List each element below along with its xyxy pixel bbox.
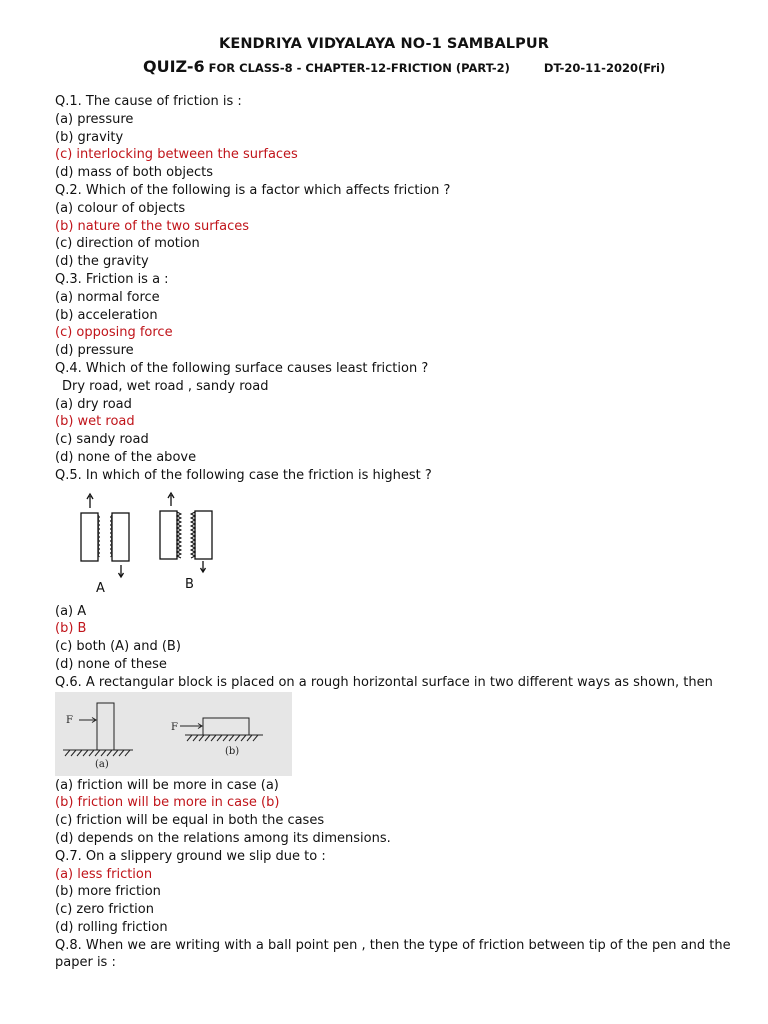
- q1-option-b: (b) gravity: [55, 129, 124, 145]
- q2-option-d: (d) the gravity: [55, 254, 149, 270]
- q5-option-d: (d) none of these: [55, 656, 167, 672]
- q3-option-a: (a) normal force: [55, 289, 160, 305]
- q6-option-d: (d) depends on the relations among its dimensions.: [55, 830, 391, 846]
- q6-label-a: (a): [95, 758, 109, 770]
- q1-option-a: (a) pressure: [55, 111, 134, 127]
- q4-subtext: Dry road, wet road , sandy road: [62, 378, 269, 394]
- q7-option-d: (d) rolling friction: [55, 919, 168, 935]
- q1-option-d: (d) mass of both objects: [55, 165, 214, 181]
- q5-option-c: (c) both (A) and (B): [55, 639, 181, 655]
- q6-force-label-b: F: [171, 721, 178, 733]
- q4-option-a: (a) dry road: [55, 396, 132, 412]
- question-5: Q.5. In which of the following case the friction is highest ?: [55, 467, 432, 483]
- q7-option-b: (b) more friction: [55, 884, 161, 900]
- q2-option-b-answer: (b) nature of the two surfaces: [55, 218, 250, 234]
- q4-option-b-answer: (b) wet road: [55, 414, 135, 430]
- class-info: FOR CLASS-8 - CHAPTER-12-FRICTION (PART-2): [208, 61, 510, 75]
- question-7: Q.7. On a slippery ground we slip due to :: [55, 848, 326, 864]
- quiz-number: QUIZ-6: [143, 57, 205, 76]
- q4-option-c: (c) sandy road: [55, 432, 149, 448]
- question-1: Q.1. The cause of friction is :: [55, 94, 242, 109]
- q5-figure: [55, 488, 255, 600]
- question-2: Q.2. Which of the following is a factor which affects friction ?: [55, 182, 451, 198]
- question-4: Q.4. Which of the following surface causes least friction ?: [55, 360, 429, 376]
- q3-option-d: (d) pressure: [55, 343, 134, 359]
- q2-option-a: (a) colour of objects: [55, 200, 186, 216]
- q3-option-b: (b) acceleration: [55, 307, 158, 323]
- q7-option-c: (c) zero friction: [55, 902, 154, 918]
- q7-option-a-answer: (a) less friction: [55, 866, 153, 882]
- q6-option-b-answer: (b) friction will be more in case (b): [55, 795, 280, 811]
- question-6: Q.6. A rectangular block is placed on a rough horizontal surface in two different ways as shown, then: [55, 674, 713, 690]
- q5-label-a: A: [96, 580, 105, 596]
- q5-option-b-answer: (b) B: [55, 621, 87, 637]
- q1-option-c-answer: (c) interlocking between the surfaces: [55, 147, 298, 163]
- q3-option-c-answer: (c) opposing force: [55, 325, 173, 341]
- school-title: KENDRIYA VIDYALAYA NO-1 SAMBALPUR: [218, 36, 549, 52]
- q5-figure-case-b: [160, 493, 212, 572]
- q5-option-a: (a) A: [55, 603, 87, 619]
- q6-label-b: (b): [225, 745, 240, 757]
- quiz-date: DT-20-11-2020(Fri): [543, 61, 666, 75]
- q6-force-label-a: F: [66, 714, 73, 726]
- question-3: Q.3. Friction is a :: [55, 271, 169, 287]
- quiz-content: [55, 93, 735, 972]
- q5-label-b: B: [185, 576, 194, 592]
- quiz-subtitle: [143, 57, 665, 76]
- q6-option-c: (c) friction will be equal in both the cases: [55, 813, 325, 829]
- q5-figure-case-a: [81, 494, 129, 577]
- question-8: Q.8. When we are writing with a ball point pen , then the type of friction between tip of the pen and the paper is :: [55, 937, 731, 971]
- q6-figure: [55, 692, 292, 776]
- q6-option-a: (a) friction will be more in case (a): [55, 777, 279, 793]
- q2-option-c: (c) direction of motion: [55, 236, 200, 252]
- q4-option-d: (d) none of the above: [55, 449, 197, 465]
